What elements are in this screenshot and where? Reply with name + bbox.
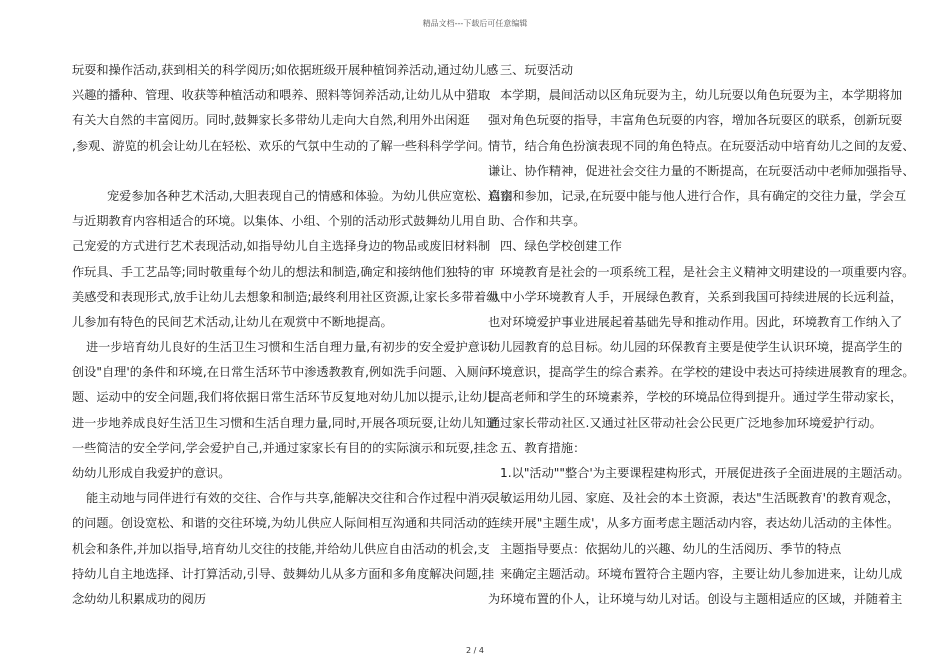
text-line: 环境教育是社会的一项系统工程，是社会主义精神文明建设的一项重要内容。 [500, 264, 915, 279]
text-line: 题、运动中的安全问题,我们将依据日常生活环节反复地对幼儿加以提示,让幼儿 [72, 390, 495, 405]
page-number: 2 / 4 [466, 646, 484, 655]
text-line: 灵敏运用幼儿园、家庭、及社会的本土资源，表达"生活既教育'的教育观念， [488, 491, 900, 506]
text-line: 1.以"活动""整合'为主要课程建构形式，开展促进孩子全面进展的主题活动。 [500, 466, 910, 480]
text-line: 通过家长带动社区.又通过社区带动社会公民更广泛地参加环境爱护行动。 [488, 415, 882, 430]
text-line: 持幼儿自主地选择、计打算活动,引导、鼓舞幼儿从多方面和多角度解决问题,挂 [72, 566, 495, 581]
text-line: 与近期教育内容相适合的环境。以集体、小组、个别的活动形式鼓舞幼儿用自 [72, 214, 487, 229]
text-line: 作玩具、手工艺品等;同时敬重每个幼儿的想法和制造,确定和接纳他们独特的审 [72, 264, 495, 279]
text-line: 兴趣的播种、管理、收获等种植活动和喂养、照料等饲养活动,让幼儿从中猎取 [72, 88, 491, 103]
left-column [72, 58, 514, 612]
text-line: 三、玩耍活动 [500, 63, 574, 77]
page-header: 精品文档---下载后可任意编辑 [422, 19, 528, 28]
text-line: ,参观、游览的机会让幼儿在轻松、欢乐的气氛中生动的了解一些科科学学问。 [72, 138, 491, 153]
text-line: 的问题。创设宽松、和谐的交往环境,为幼儿供应人际间相互沟通和共同活动的 [72, 516, 491, 531]
text-line: 美感受和表现形式,放手让幼儿去想象和制造;最终利用社区资源,让家长多带着幼 [72, 289, 499, 304]
text-line: 为环境布置的仆人，让环境与幼儿对话。创设与主题相适应的区域，并随着主 [488, 591, 903, 606]
text-line: 本学期，晨间活动以区角玩耍为主，幼儿玩耍以角色玩耍为主，本学期将加 [500, 88, 903, 103]
text-line: 机会和条件,并加以指导,培育幼儿交往的技能,并给幼儿供应自由活动的机会,支 [72, 541, 490, 556]
text-line: 来确定主题活动。环境布置符合主题内容，主要让幼儿参加进来，让幼儿成 [500, 566, 903, 581]
text-line: 提高老师和学生的环境素养，学校的环境品位得到提升。通过学生带动家长， [488, 390, 903, 405]
text-line: 儿参加有特色的民间艺术活动,让幼儿在观赏中不断地提高。 [72, 314, 393, 329]
text-line: 从中小学环境教育人手，开展绿色教育，关系到我国可持续进展的长远利益， [488, 289, 903, 304]
text-line: 也对环境爱护事业进展起着基础先导和推动作用。因此，环境教育工作纳入了 [488, 314, 903, 329]
text-line: 进一步培育幼儿良好的生活卫生习惯和生活自理力量,有初步的安全爱护意识 [86, 340, 493, 355]
text-line: 幼幼儿形成自我爱护的意识。 [72, 466, 231, 480]
text-line: 强对角色玩耍的指导，丰富角色玩耍的内容，增加各玩耍区的联系，创新玩耍 [488, 113, 903, 128]
text-line: 有关大自然的丰富阅历。同时,鼓舞家长多带幼儿走向大自然,利用外出闲逛 [72, 113, 470, 128]
text-line: 助、合作和共享。 [488, 214, 586, 229]
text-line: 念幼幼儿积累成功的阅历 [72, 591, 207, 606]
text-line: 谦让、协作精神，促进社会交往力量的不断提高，在玩耍活动中老师加强指导、 [488, 163, 915, 178]
text-line: 五、教育措施： [500, 440, 586, 455]
text-line: 连续开展"主题生成'，从多方面考虑主题活动内容，表达幼儿活动的主体性。 [488, 516, 900, 531]
text-line: 进一步地养成良好生活卫生习惯和生活自理力量,同时,开展各项玩耍,让幼儿知道 [72, 415, 498, 430]
text-line: 宠爱参加各种艺术活动,大胆表现自己的情感和体验。为幼儿供应宽松、自由 [107, 188, 514, 203]
text-line: 己宠爱的方式进行艺术表现活动,如指导幼儿自主选择身边的物品或废旧材料制 [72, 239, 491, 254]
text-line: 四、绿色学校创建工作 [500, 239, 622, 254]
text-line: 幼儿园教育的总目标。幼儿园的环保教育主要是使学生认识环境，提高学生的 [488, 340, 903, 355]
text-line: 巡察和参加，记录,在玩耍中能与他人进行合作，具有确定的交往力量，学会互 [488, 188, 907, 203]
text-line: 情节，结合角色扮演表现不同的角色特点。在玩耍活动中培育幼儿之间的友爱、 [488, 138, 915, 153]
text-line: 主题指导要点：依据幼儿的兴趣、幼儿的生活阅历、季节的特点 [500, 541, 842, 556]
text-line: 能主动地与同伴进行有效的交往、合作与共享,能解决交往和合作过程中消灭 [86, 491, 493, 506]
text-line: 玩耍和操作活动,获到相关的科学阅历;如依据班级开展种植饲养活动,通过幼儿感 [72, 63, 499, 77]
text-line: 一些简洁的安全学问,学会爱护自己,并通过家家长有目的的实际演示和玩耍,挂念 [72, 440, 498, 455]
paragraph-gap [72, 159, 467, 184]
text-line: 环境意识，提高学生的综合素养。在学校的建设中表达可持续进展教育的理念。 [488, 365, 915, 380]
right-column [488, 58, 915, 612]
text-line: 创设"自理'的条件和环境,在日常生活环节中渗透教教育,例如洗手问题、入厕问 [72, 365, 491, 380]
